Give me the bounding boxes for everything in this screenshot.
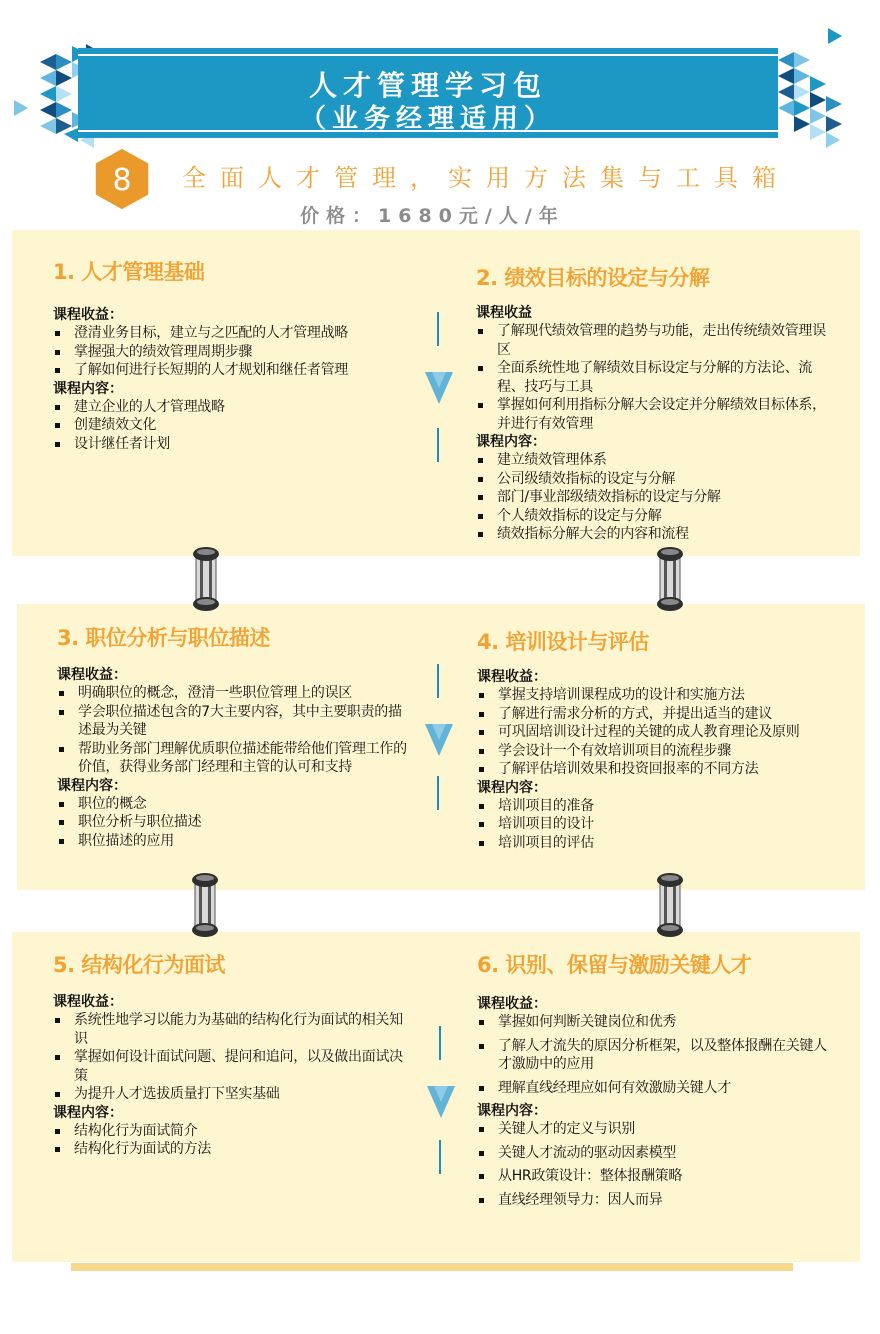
list-item: 从HR政策设计：整体报酬策略 (477, 1167, 837, 1186)
module-5-benefits-list (53, 1011, 409, 1104)
module-2-benefits-label: 课程收益 (476, 305, 532, 321)
list-item: 帮助业务部门理解优质职位描述能带给他们管理工作的价值，获得业务部门经理和主管的认可和支持 (57, 740, 409, 777)
down-arrow-icon (426, 1084, 456, 1120)
list-item: 理解直线经理应如何有效激励关键人才 (477, 1079, 837, 1098)
list-item: 部门/事业部级绩效指标的设定与分解 (476, 488, 836, 507)
module-1-benefits-label: 课程收益： (53, 307, 123, 323)
module-2-content-list (476, 451, 836, 544)
module-4-benefits-label: 课程收益： (477, 669, 547, 685)
list-item: 系统性地学习以能力为基础的结构化行为面试的相关知识 (53, 1011, 409, 1048)
connector-icon (190, 872, 220, 938)
divider-row-3 (426, 1026, 456, 1174)
module-4-benefits-list (477, 686, 837, 779)
list-item: 学会设计一个有效培训项目的流程步骤 (477, 742, 837, 761)
list-item: 了解现代绩效管理的趋势与功能，走出传统绩效管理误区 (476, 322, 836, 359)
module-1-content-label: 课程内容： (53, 380, 123, 397)
down-arrow-icon (424, 370, 454, 406)
module-3-title: 3. 职位分析与职位描述 (57, 626, 270, 650)
module-6-benefits-label: 课程收益： (477, 996, 547, 1012)
down-arrow-icon (424, 722, 454, 758)
list-item: 关键人才的定义与识别 (477, 1120, 837, 1139)
badge-number: 8 (112, 163, 132, 198)
list-item: 了解评估培训效果和投资回报率的不同方法 (477, 760, 837, 779)
list-item: 创建绩效文化 (53, 416, 413, 435)
list-item: 掌握如何设计面试问题、提问和追问，以及做出面试决策 (53, 1048, 409, 1085)
module-1-title: 1. 人才管理基础 (53, 260, 205, 284)
list-item: 绩效指标分解大会的内容和流程 (476, 525, 836, 544)
list-item: 培训项目的评估 (477, 834, 837, 853)
module-5-benefits-label: 课程收益： (53, 994, 123, 1010)
module-3-benefits-label: 课程收益： (57, 667, 127, 683)
list-item: 建立绩效管理体系 (476, 451, 836, 470)
connector-icon (191, 546, 221, 612)
list-item: 建立企业的人才管理战略 (53, 398, 413, 417)
module-2-title: 2. 绩效目标的设定与分解 (476, 266, 710, 290)
module-4 (477, 626, 837, 852)
page-title: 人才管理学习包 (308, 69, 547, 102)
list-item: 设计继任者计划 (53, 435, 413, 454)
list-item: 个人绩效指标的设定与分解 (476, 507, 836, 526)
connector-icon (655, 872, 685, 938)
price-text: 价格：1680元/人/年 (300, 205, 565, 227)
list-item: 学会职位描述包含的7大主要内容，其中主要职责的描述最为关键 (57, 703, 409, 740)
divider-row-1 (424, 312, 454, 462)
list-item: 全面系统性地了解绩效目标设定与分解的方法论、流程、技巧与工具 (476, 359, 836, 396)
module-3 (57, 622, 409, 850)
module-6-benefits-list (477, 1013, 837, 1097)
list-item: 公司级绩效指标的设定与分解 (476, 470, 836, 489)
module-6-title: 6. 识别、保留与激励关键人才 (477, 953, 752, 977)
list-item: 掌握如何利用指标分解大会设定并分解绩效目标体系，并进行有效管理 (476, 396, 836, 433)
module-5-content-label: 课程内容： (53, 1104, 123, 1121)
module-3-benefits-list (57, 684, 409, 777)
connector-icon (655, 546, 685, 612)
module-3-content-list (57, 795, 409, 851)
list-item: 职位的概念 (57, 795, 409, 814)
module-5-title: 5. 结构化行为面试 (53, 953, 225, 977)
module-6-content-list (477, 1120, 837, 1209)
bottom-bar (71, 1263, 793, 1271)
number-badge-icon (92, 146, 152, 212)
page-subtitle: （业务经理适用） (299, 104, 556, 134)
module-4-title: 4. 培训设计与评估 (477, 630, 649, 654)
module-4-content-list (477, 797, 837, 853)
list-item: 结构化行为面试的方法 (53, 1140, 409, 1159)
module-3-content-label: 课程内容： (57, 777, 127, 794)
divider-row-2 (424, 664, 454, 810)
list-item: 了解进行需求分析的方式，并提出适当的建议 (477, 705, 837, 724)
title-banner (78, 48, 778, 138)
list-item: 为提升人才选拔质量打下坚实基础 (53, 1085, 409, 1104)
module-1 (53, 256, 413, 453)
list-item: 直线经理领导力：因人而异 (477, 1191, 837, 1210)
list-item: 了解人才流失的原因分析框架，以及整体报酬在关键人才激励中的应用 (477, 1037, 837, 1074)
module-4-content-label: 课程内容： (477, 779, 547, 796)
list-item: 明确职位的概念，澄清一些职位管理上的误区 (57, 684, 409, 703)
list-item: 结构化行为面试简介 (53, 1122, 409, 1141)
module-1-benefits-list (53, 324, 413, 380)
list-item: 职位描述的应用 (57, 832, 409, 851)
list-item: 可巩固培训设计过程的关键的成人教育理论及原则 (477, 723, 837, 742)
list-item: 关键人才流动的驱动因素模型 (477, 1144, 837, 1163)
module-6 (477, 949, 837, 1214)
module-5 (53, 949, 409, 1159)
list-item: 了解如何进行长短期的人才规划和继任者管理 (53, 361, 413, 380)
tagline: 全面人才管理，实用方法集与工具箱 (182, 164, 790, 192)
module-6-content-label: 课程内容： (477, 1103, 547, 1119)
header-banner-area (0, 0, 880, 160)
list-item: 职位分析与职位描述 (57, 813, 409, 832)
list-item: 掌握支持培训课程成功的设计和实施方法 (477, 686, 837, 705)
module-2-content-label: 课程内容： (476, 434, 546, 450)
module-5-content-list (53, 1122, 409, 1159)
list-item: 培训项目的设计 (477, 815, 837, 834)
list-item: 掌握如何判断关键岗位和优秀 (477, 1013, 837, 1032)
list-item: 澄清业务目标，建立与之匹配的人才管理战略 (53, 324, 413, 343)
module-2-benefits-list (476, 322, 836, 433)
module-1-content-list (53, 398, 413, 454)
list-item: 培训项目的准备 (477, 797, 837, 816)
module-2 (476, 262, 836, 544)
list-item: 掌握强大的绩效管理周期步骤 (53, 343, 413, 362)
